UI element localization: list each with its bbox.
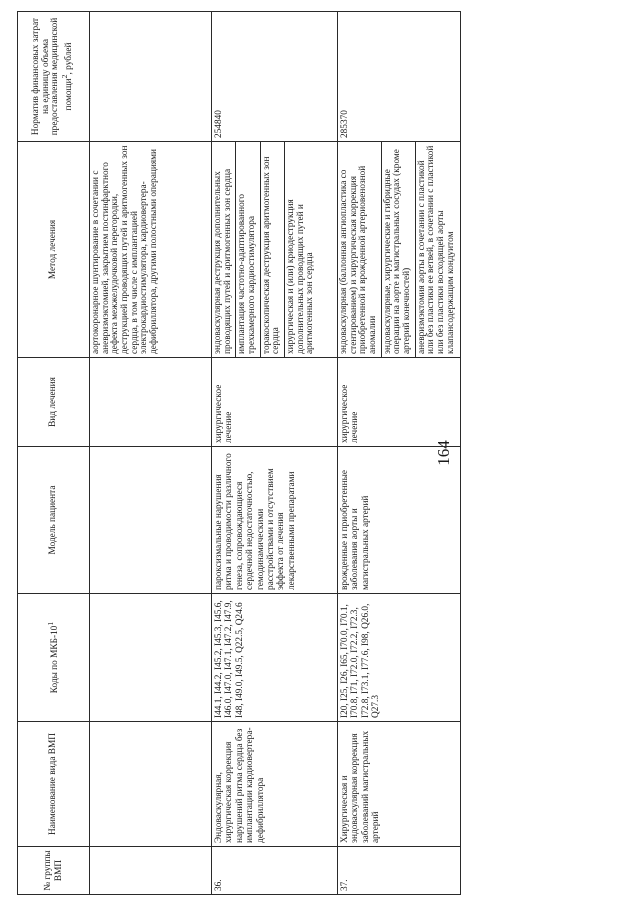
cell-methods <box>338 142 461 358</box>
cell-treatment-type: хирургическое лечение <box>212 358 338 447</box>
cell-group-no: 36. <box>212 847 338 895</box>
method-item: эндоваскулярная (баллонная ангиопластика со стентированием) и хирургическая коррекция приобретенной и врожденной артериовенозной аномалии <box>340 142 382 357</box>
cell-empty <box>90 12 212 142</box>
method-item: имплантация частотно-адаптированного трехкамерного кардиостимулятора <box>238 142 260 357</box>
cell-vmp-name: Хирургическая и эндоваскулярная коррекция заболеваний магистральных артерий <box>338 722 461 847</box>
method-item: эндоваскулярные, хирургические и гибридные операции на аорте и магистральных сосудах (кроме артерий конечностей) <box>384 142 416 357</box>
cell-empty <box>90 847 212 895</box>
cell-icd-codes: I20, I25, I26, I65, I70.0, I70.1, I70.8, I71, I72.0, I72.2, I72.3, I72.8, I73.1, I77.6, I98, Q26.0, Q27.3 <box>338 594 461 722</box>
header-cost-norm: Норматив финансовых затрат на единицу объема предоставления медицинской помощи$^2$, рублей <box>18 12 90 142</box>
header-treatment-method: Метод лечения <box>18 142 90 358</box>
table-header-row <box>18 12 90 895</box>
cell-cost: 254840 <box>212 12 338 142</box>
method-item: торакоскопическая деструкция аритмогенных зон сердца <box>263 142 285 357</box>
method-item: эндоваскулярная деструкция дополнительных проводящих путей и аритмогенных зон сердца <box>214 142 236 357</box>
table-row <box>338 12 461 895</box>
header-group-no: № группы ВМП <box>18 847 90 895</box>
header-cost-footnote: 2 <box>60 74 70 79</box>
header-vmp-name: Наименование вида ВМП <box>18 722 90 847</box>
vmp-table <box>17 11 461 895</box>
header-patient-model: Модель пациента <box>18 447 90 594</box>
cell-icd-codes: I44.1, I44.2, I45.2, I45.3, I45.6, I46.0, I47.0, I47.1, I47.2, I47.9, I48, I49.0, I49.5, Q22.5, Q24.6 <box>212 594 338 722</box>
header-icd-codes: Коды по МКБ-$10^1$ <box>18 594 90 722</box>
table-row-continuation <box>90 12 212 895</box>
cell-empty <box>90 594 212 722</box>
method-item: аневризмэктомия аорты в сочетании с пластикой или без пластики ее ветвей, в сочетании с пластикой или без пластики восходящей аорты клапансодержащим кондуитом <box>416 145 456 354</box>
cell-empty <box>90 358 212 447</box>
header-treatment-type: Вид лечения <box>18 358 90 447</box>
cell-cost: 285370 <box>338 12 461 142</box>
cell-treatment-type: хирургическое лечение <box>338 358 461 447</box>
cell-patient-model: пароксизмальные нарушения ритма и проводимости различного генеза, сопровождающиеся сердечной недостаточностью, гемодинамическими расстройствами и отсутствием эффекта от лечения лекарственными препаратами <box>212 447 338 594</box>
cell-empty <box>90 447 212 594</box>
cell-group-no: 37. <box>338 847 461 895</box>
cell-continuation-method: аортокоронарное шунтирование в сочетании с аневризмэктомией, закрытием постинфарктного дефекта межжелудочковой перегородки, деструкцией проводящих путей и аритмогенных зон сердца, в том числе с имплантацией электрокардиостимулятора, кардиовертера-дефибриллятора, другими полостными операциями <box>90 142 212 358</box>
cell-empty <box>90 722 212 847</box>
header-icd-footnote: 1 <box>45 621 55 626</box>
cell-vmp-name: Эндоваскулярная, хирургическая коррекция нарушений ритма сердца без имплантации кардиовертера-дефибриллятора <box>212 722 338 847</box>
cell-methods <box>212 142 338 358</box>
method-item: хирургическая и (или) криодеструкция дополнительных проводящих путей и аритмогенных зон сердца <box>285 199 316 354</box>
table-row <box>212 12 338 895</box>
cell-patient-model: врожденные и приобретенные заболевания аорты и магистральных артерий <box>338 447 461 594</box>
page-number: 164 <box>434 440 453 466</box>
